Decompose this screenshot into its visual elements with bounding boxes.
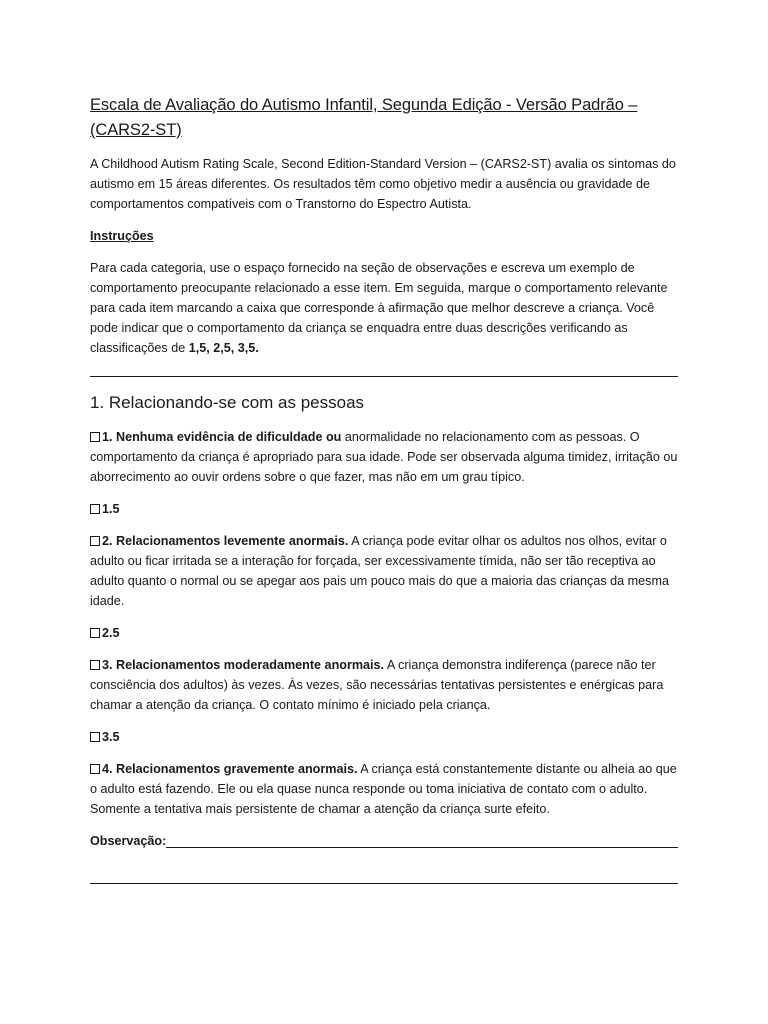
option-1-text: anormalidade no relacionamento com as pessoas. O comportamento da criança é apropriado para sua idade. Pode ser observada alguma timidez, irritação ou aborrecimento ao ouvir ordens sobre o que fazer, mas não em um grau típico.	[90, 430, 678, 484]
observation-line-2[interactable]	[90, 869, 678, 884]
instructions-paragraph	[90, 258, 678, 358]
option-2	[90, 531, 678, 611]
option-1-5-checkbox[interactable]	[90, 504, 100, 514]
intro-paragraph: A Childhood Autism Rating Scale, Second Edition-Standard Version – (CARS2-ST) avalia os sintomas do autismo em 15 áreas diferentes. Os resultados têm como objetivo medir a ausência ou gravidade de comportamentos compatíveis com o Transtorno do Espectro Autista.	[90, 157, 676, 211]
option-1	[90, 427, 678, 487]
option-3-lead: 3. Relacionamentos moderadamente anormais.	[102, 658, 385, 672]
instructions-values: 1,5, 2,5, 3,5.	[188, 341, 259, 355]
option-2-lead: 2. Relacionamentos levemente anormais.	[102, 534, 349, 548]
option-2-checkbox[interactable]	[90, 536, 100, 546]
option-1-checkbox[interactable]	[90, 432, 100, 442]
option-4-checkbox[interactable]	[90, 764, 100, 774]
observation-label: Observação:	[90, 834, 167, 848]
document-page	[90, 93, 678, 884]
option-1-5	[90, 499, 678, 519]
instructions-heading: Instruções	[90, 229, 154, 243]
option-2-5	[90, 623, 678, 643]
option-3-5	[90, 727, 678, 747]
option-2-5-lead: 2.5	[102, 626, 120, 640]
option-2-text: A criança pode evitar olhar os adultos nos olhos, evitar o adulto ou ficar irritada se a interação for forçada, ser excessivamente tímida, não ser tão receptiva ao adulto quanto o normal ou se apegar aos pais um pouco mais do que a maioria das crianças da mesma idade.	[90, 534, 669, 608]
option-1-5-lead: 1.5	[102, 502, 120, 516]
observation-line[interactable]	[166, 833, 678, 848]
option-3	[90, 655, 678, 715]
option-3-5-lead: 3.5	[102, 730, 120, 744]
option-4	[90, 759, 678, 819]
instructions-text: Para cada categoria, use o espaço fornecido na seção de observações e escreva um exemplo de comportamento preocupante relacionado a esse item. Em seguida, marque o comportamento relevante para cada item marcando a caixa que corresponde à afirmação que melhor descreve a criança. Você pode indicar que o comportamento da criança se enquadra entre duas descrições verificando as classificações de	[90, 261, 668, 355]
option-2-5-checkbox[interactable]	[90, 628, 100, 638]
section-divider	[90, 368, 678, 377]
option-3-text: A criança demonstra indiferença (parece não ter consciência dos adultos) às vezes. Às vezes, são necessárias tentativas persistentes e enérgicas para chamar a atenção da criança. O contato mínimo é iniciado pela criança.	[90, 658, 664, 712]
observation-row	[90, 831, 678, 851]
document-title: Escala de Avaliação do Autismo Infantil, Segunda Edição - Versão Padrão – (CARS2-ST)	[90, 96, 638, 139]
section-heading: 1. Relacionando-se com as pessoas	[90, 393, 365, 412]
option-3-5-checkbox[interactable]	[90, 732, 100, 742]
option-4-text: A criança está constantemente distante ou alheia ao que o adulto está fazendo. Ele ou ela quase nunca responde ou toma iniciativa de contato com o adulto. Somente a tentativa mais persistente de chamar a atenção da criança surte efeito.	[90, 762, 677, 816]
option-3-checkbox[interactable]	[90, 660, 100, 670]
option-4-lead: 4. Relacionamentos gravemente anormais.	[102, 762, 358, 776]
option-1-lead: 1. Nenhuma evidência de dificuldade ou	[102, 430, 342, 444]
